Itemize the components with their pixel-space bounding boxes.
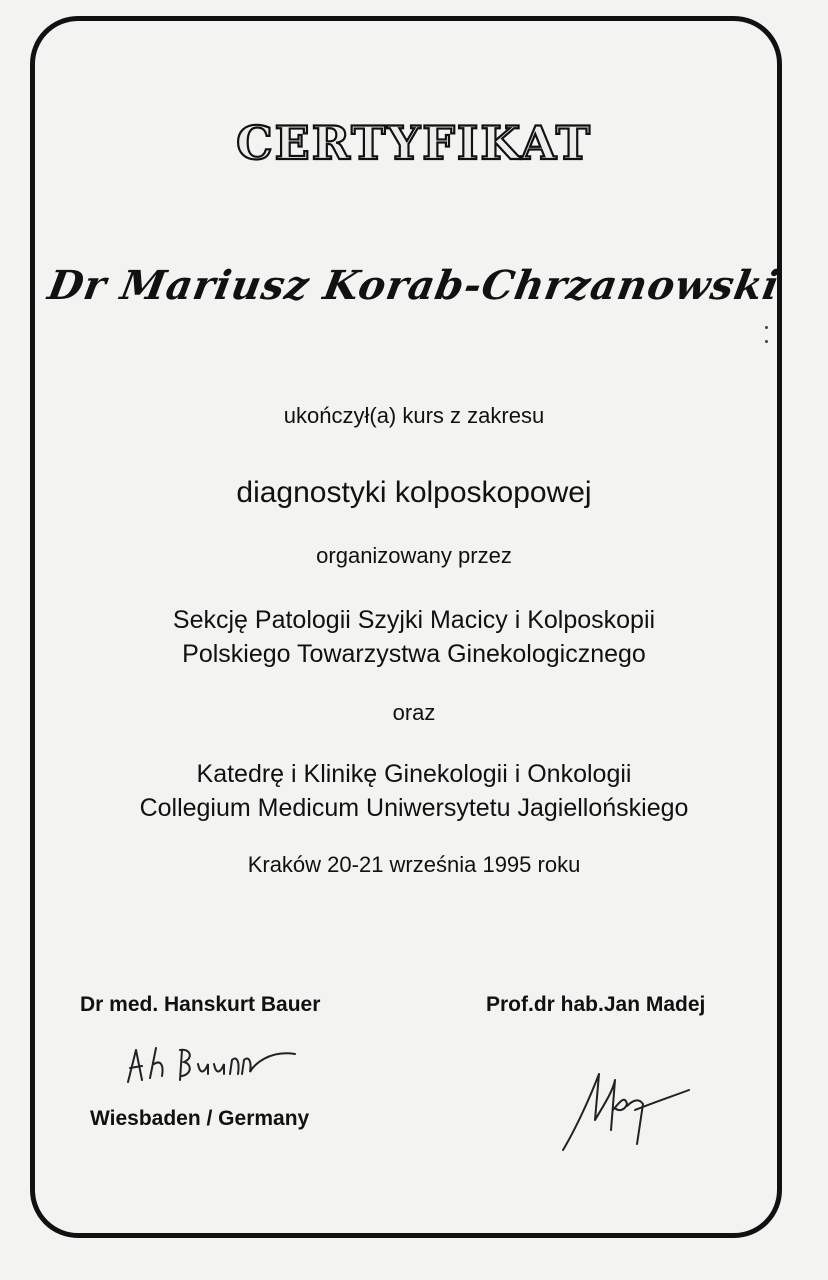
left-handwritten-signature (120, 1030, 310, 1100)
scan-speck (765, 326, 768, 329)
organizer-2-line-1: Katedrę i Klinikę Ginekologii i Onkologii (196, 760, 632, 788)
completed-text: ukończył(a) kurs z zakresu (283, 403, 545, 428)
place-date-text: Kraków 20-21 września 1995 roku (247, 852, 581, 877)
organizer-1-line-1: Sekcję Patologii Szyjki Macicy i Kolposkopii (172, 606, 656, 634)
right-signatory-name: Prof.dr hab.Jan Madej (486, 993, 706, 1016)
recipient-name: Dr Mariusz Korab-Chrzanowski (44, 262, 784, 309)
right-handwritten-signature (555, 1060, 695, 1160)
left-signatory-name: Dr med. Hanskurt Bauer (80, 993, 321, 1016)
course-name: diagnostyki kolposkopowej (236, 476, 592, 509)
organized-by-text: organizowany przez (316, 543, 512, 568)
conjunction-text: oraz (392, 700, 436, 725)
scan-speck (765, 340, 768, 343)
left-signatory-location: Wiesbaden / Germany (90, 1107, 310, 1130)
certificate-title: CERTYFIKAT (236, 116, 592, 170)
organizer-1-line-2: Polskiego Towarzystwa Ginekologicznego (182, 640, 646, 668)
organizer-2-line-2: Collegium Medicum Uniwersytetu Jagiellońskiego (139, 794, 689, 822)
